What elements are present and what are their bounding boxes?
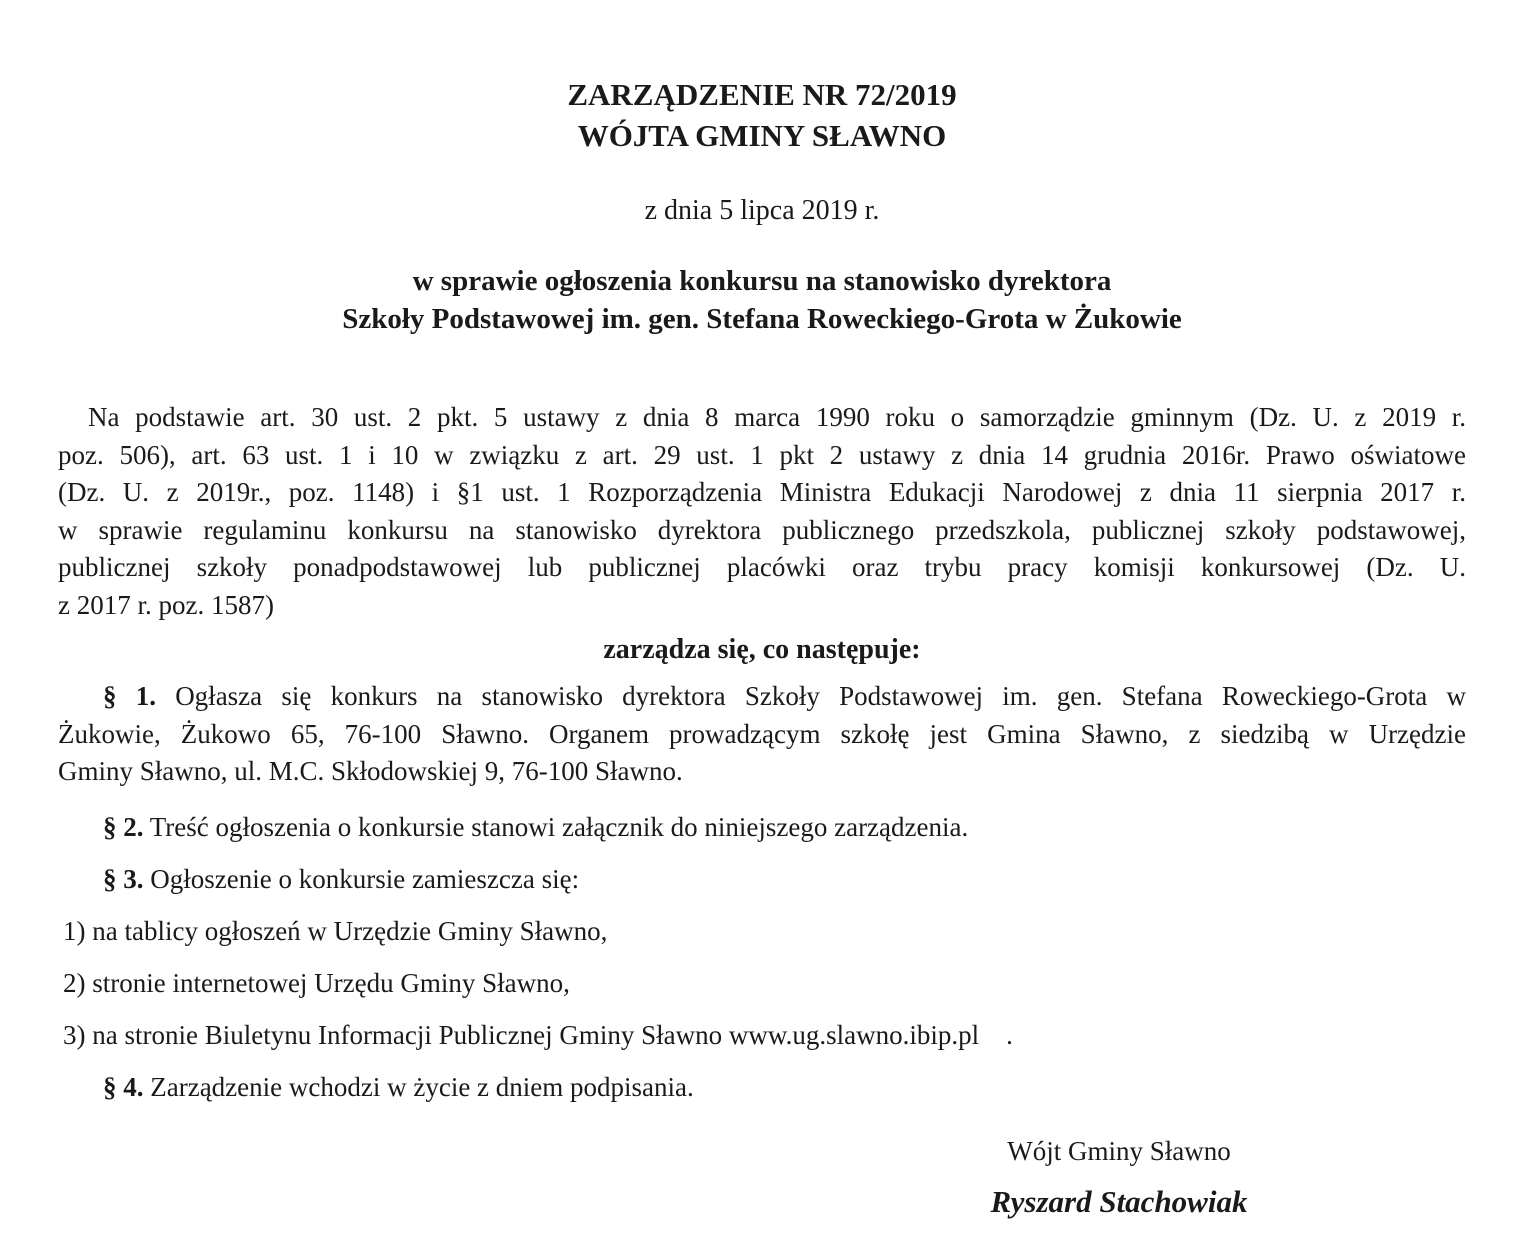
signature-role: Wójt Gminy Sławno (1007, 1135, 1231, 1166)
subject-line-1: w sprawie ogłoszenia konkursu na stanowisko dyrektora (412, 265, 1112, 297)
legal-basis-line-2: poz. 506), art. 63 ust. 1 i 10 w związku z art. 29 ust. 1 pkt 2 ustawy z dnia 14 grudnia 2016r. Prawo oświatowe (58, 439, 1466, 470)
section-2-paragraph (58, 812, 1466, 843)
publication-list (58, 916, 1466, 1051)
section-1-line-3: Gminy Sławno, ul. M.C. Skłodowskiej 9, 76-100 Sławno. (58, 756, 683, 786)
legal-basis-line-1: Na podstawie art. 30 ust. 2 pkt. 5 ustawy z dnia 8 marca 1990 roku o samorządzie gminnym (Dz. U. z 2019 r. (88, 402, 1466, 432)
document-header (58, 74, 1466, 338)
legal-basis-line-4: w sprawie regulaminu konkursu na stanowisko dyrektora publicznego przedszkola, publicznej szkoły podstawowej, (58, 514, 1466, 545)
section-4-paragraph (58, 1072, 1466, 1103)
document-subject (58, 262, 1466, 338)
signature-name: Ryszard Stachowiak (990, 1183, 1248, 1219)
section-4-text: Zarządzenie wchodzi w życie z dniem podpisania. (150, 1071, 694, 1102)
subject-line-2: Szkoły Podstawowej im. gen. Stefana Roweckiego-Grota w Żukowie (342, 303, 1182, 335)
legal-basis-line-3: (Dz. U. z 2019r., poz. 1148) i §1 ust. 1 Rozporządzenia Ministra Edukacji Narodowej z dnia 11 sierpnia 2017 r. (58, 477, 1466, 507)
document-date: z dnia 5 lipca 2019 r. (644, 195, 880, 226)
publication-list-item-2: 2) stronie internetowej Urzędu Gminy Sławno, (63, 967, 570, 998)
section-1-line-1 (58, 678, 1466, 716)
section-3-label: § 3. (103, 863, 144, 894)
decree-heading: zarządza się, co następuje: (603, 634, 921, 665)
section-2-label: § 2. (103, 811, 144, 842)
legal-basis-line-5: publicznej szkoły ponadpodstawowej lub publicznej placówki oraz trybu pracy komisji konkursowej (Dz. U. (58, 552, 1466, 582)
document-title (58, 74, 1466, 156)
signature-block (909, 1136, 1329, 1219)
section-3-paragraph (58, 864, 1466, 895)
section-2-text: Treść ogłoszenia o konkursie stanowi załącznik do niniejszego zarządzenia. (149, 811, 969, 842)
legal-basis-line-6: z 2017 r. poz. 1587) (58, 589, 274, 620)
publication-list-item-3: 3) na stronie Biuletynu Informacji Publicznej Gminy Sławno www.ug.slawno.ibip.pl . (63, 1019, 1013, 1050)
publication-list-item-1: 1) na tablicy ogłoszeń w Urzędzie Gminy Sławno, (63, 915, 608, 946)
title-line-1: ZARZĄDZENIE NR 72/2019 (567, 77, 957, 112)
section-1-line-2: Żukowie, Żukowo 65, 76-100 Sławno. Organem prowadzącym szkołę jest Gmina Sławno, z siedzibą w Urzędzie (58, 718, 1466, 749)
legal-basis-paragraph (58, 399, 1466, 624)
section-3-text: Ogłoszenie o konkursie zamieszcza się: (150, 863, 580, 894)
title-line-2: WÓJTA GMINY SŁAWNO (577, 118, 947, 153)
section-1-label: § 1. (103, 681, 156, 711)
section-1-paragraph (58, 678, 1466, 791)
section-1-text-1: Ogłasza się konkurs na stanowisko dyrektora Szkoły Podstawowej im. gen. Stefana Roweckiego-Grota w (175, 681, 1466, 711)
section-4-label: § 4. (103, 1071, 144, 1102)
